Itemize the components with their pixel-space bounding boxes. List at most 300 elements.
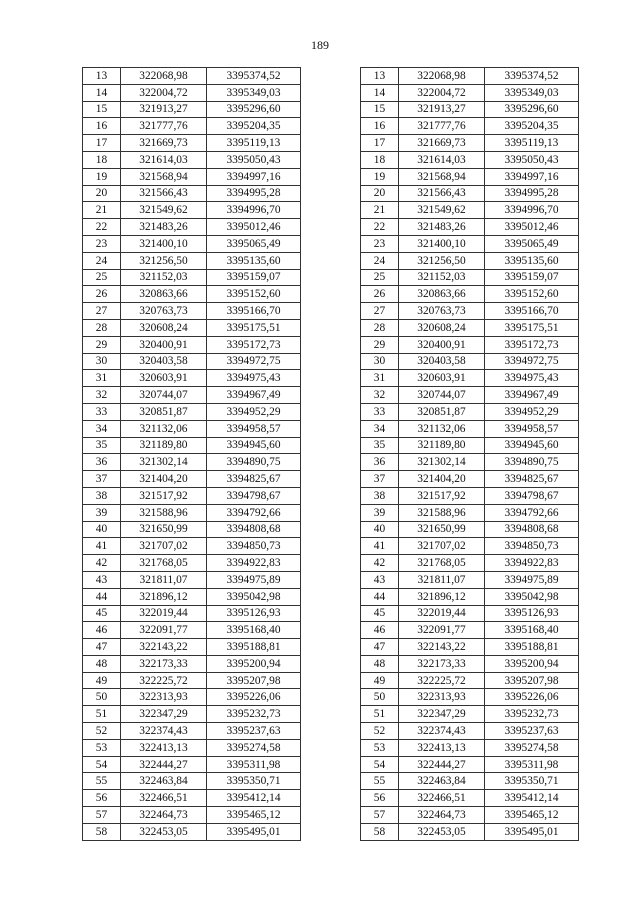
table-row bbox=[83, 471, 301, 488]
table-row bbox=[83, 286, 301, 303]
table-row bbox=[361, 471, 579, 488]
table-row bbox=[361, 185, 579, 202]
y-coordinate-cell: 3395207,98 bbox=[485, 672, 579, 689]
y-coordinate-cell: 3395237,63 bbox=[485, 723, 579, 740]
table-row bbox=[83, 151, 301, 168]
point-number-cell: 42 bbox=[361, 555, 399, 572]
point-number-cell: 22 bbox=[83, 219, 121, 236]
x-coordinate-cell: 320400,91 bbox=[399, 336, 485, 353]
x-coordinate-cell: 322466,51 bbox=[121, 790, 207, 807]
table-row bbox=[361, 118, 579, 135]
table-row bbox=[83, 622, 301, 639]
table-row bbox=[83, 68, 301, 85]
x-coordinate-cell: 320403,58 bbox=[399, 353, 485, 370]
x-coordinate-cell: 322143,22 bbox=[399, 639, 485, 656]
x-coordinate-cell: 322453,05 bbox=[121, 823, 207, 840]
y-coordinate-cell: 3394808,68 bbox=[207, 521, 301, 538]
x-coordinate-cell: 322453,05 bbox=[399, 823, 485, 840]
point-number-cell: 55 bbox=[83, 773, 121, 790]
point-number-cell: 20 bbox=[361, 185, 399, 202]
point-number-cell: 52 bbox=[83, 723, 121, 740]
y-coordinate-cell: 3395152,60 bbox=[485, 286, 579, 303]
y-coordinate-cell: 3394945,60 bbox=[207, 437, 301, 454]
y-coordinate-cell: 3395159,07 bbox=[207, 269, 301, 286]
y-coordinate-cell: 3395135,60 bbox=[207, 252, 301, 269]
point-number-cell: 14 bbox=[83, 84, 121, 101]
x-coordinate-cell: 322173,33 bbox=[121, 655, 207, 672]
x-coordinate-cell: 322313,93 bbox=[399, 689, 485, 706]
point-number-cell: 21 bbox=[361, 202, 399, 219]
table-row bbox=[361, 655, 579, 672]
table-row bbox=[83, 185, 301, 202]
y-coordinate-cell: 3395166,70 bbox=[207, 303, 301, 320]
x-coordinate-cell: 321483,26 bbox=[399, 219, 485, 236]
y-coordinate-cell: 3394967,49 bbox=[485, 387, 579, 404]
y-coordinate-cell: 3395237,63 bbox=[207, 723, 301, 740]
point-number-cell: 19 bbox=[83, 168, 121, 185]
y-coordinate-cell: 3395159,07 bbox=[485, 269, 579, 286]
y-coordinate-cell: 3395226,06 bbox=[207, 689, 301, 706]
point-number-cell: 47 bbox=[83, 639, 121, 656]
y-coordinate-cell: 3394922,83 bbox=[207, 555, 301, 572]
x-coordinate-cell: 322463,84 bbox=[121, 773, 207, 790]
x-coordinate-cell: 321132,06 bbox=[399, 420, 485, 437]
x-coordinate-cell: 321517,92 bbox=[121, 487, 207, 504]
table-row bbox=[361, 605, 579, 622]
table-row bbox=[83, 790, 301, 807]
y-coordinate-cell: 3395172,73 bbox=[485, 336, 579, 353]
point-number-cell: 36 bbox=[361, 454, 399, 471]
y-coordinate-cell: 3395119,13 bbox=[207, 135, 301, 152]
table-row bbox=[361, 807, 579, 824]
table-row bbox=[361, 336, 579, 353]
x-coordinate-cell: 321588,96 bbox=[121, 504, 207, 521]
x-coordinate-cell: 322347,29 bbox=[121, 706, 207, 723]
table-row bbox=[361, 756, 579, 773]
table-row bbox=[83, 571, 301, 588]
y-coordinate-cell: 3394975,43 bbox=[485, 370, 579, 387]
x-coordinate-cell: 321777,76 bbox=[121, 118, 207, 135]
point-number-cell: 39 bbox=[361, 504, 399, 521]
point-number-cell: 36 bbox=[83, 454, 121, 471]
table-row bbox=[83, 739, 301, 756]
point-number-cell: 18 bbox=[83, 151, 121, 168]
y-coordinate-cell: 3395465,12 bbox=[207, 807, 301, 824]
table-row bbox=[83, 336, 301, 353]
y-coordinate-cell: 3395495,01 bbox=[485, 823, 579, 840]
point-number-cell: 41 bbox=[83, 538, 121, 555]
table-row bbox=[83, 387, 301, 404]
table-row bbox=[83, 588, 301, 605]
table-row bbox=[361, 370, 579, 387]
point-number-cell: 38 bbox=[361, 487, 399, 504]
point-number-cell: 43 bbox=[83, 571, 121, 588]
table-row bbox=[361, 773, 579, 790]
point-number-cell: 39 bbox=[83, 504, 121, 521]
y-coordinate-cell: 3395172,73 bbox=[207, 336, 301, 353]
table-row bbox=[83, 437, 301, 454]
point-number-cell: 57 bbox=[361, 807, 399, 824]
x-coordinate-cell: 320603,91 bbox=[121, 370, 207, 387]
x-coordinate-cell: 321777,76 bbox=[399, 118, 485, 135]
y-coordinate-cell: 3394967,49 bbox=[207, 387, 301, 404]
y-coordinate-cell: 3394952,29 bbox=[485, 403, 579, 420]
point-number-cell: 32 bbox=[83, 387, 121, 404]
x-coordinate-cell: 322313,93 bbox=[121, 689, 207, 706]
y-coordinate-cell: 3395232,73 bbox=[207, 706, 301, 723]
x-coordinate-cell: 321896,12 bbox=[121, 588, 207, 605]
y-coordinate-cell: 3394958,57 bbox=[207, 420, 301, 437]
table-row bbox=[361, 437, 579, 454]
y-coordinate-cell: 3394890,75 bbox=[207, 454, 301, 471]
x-coordinate-cell: 321614,03 bbox=[121, 151, 207, 168]
point-number-cell: 38 bbox=[83, 487, 121, 504]
table-row bbox=[83, 756, 301, 773]
point-number-cell: 13 bbox=[361, 68, 399, 85]
y-coordinate-cell: 3395126,93 bbox=[485, 605, 579, 622]
point-number-cell: 56 bbox=[361, 790, 399, 807]
y-coordinate-cell: 3394850,73 bbox=[207, 538, 301, 555]
point-number-cell: 31 bbox=[361, 370, 399, 387]
x-coordinate-cell: 322444,27 bbox=[399, 756, 485, 773]
x-coordinate-cell: 321549,62 bbox=[121, 202, 207, 219]
x-coordinate-cell: 320863,66 bbox=[121, 286, 207, 303]
table-row bbox=[361, 84, 579, 101]
point-number-cell: 14 bbox=[361, 84, 399, 101]
x-coordinate-cell: 322143,22 bbox=[121, 639, 207, 656]
point-number-cell: 40 bbox=[361, 521, 399, 538]
point-number-cell: 53 bbox=[83, 739, 121, 756]
x-coordinate-cell: 322173,33 bbox=[399, 655, 485, 672]
y-coordinate-cell: 3395188,81 bbox=[207, 639, 301, 656]
point-number-cell: 44 bbox=[83, 588, 121, 605]
y-coordinate-cell: 3394996,70 bbox=[207, 202, 301, 219]
y-coordinate-cell: 3395204,35 bbox=[207, 118, 301, 135]
y-coordinate-cell: 3394890,75 bbox=[485, 454, 579, 471]
point-number-cell: 47 bbox=[361, 639, 399, 656]
point-number-cell: 26 bbox=[83, 286, 121, 303]
x-coordinate-cell: 321768,05 bbox=[121, 555, 207, 572]
point-number-cell: 17 bbox=[361, 135, 399, 152]
point-number-cell: 21 bbox=[83, 202, 121, 219]
y-coordinate-cell: 3395349,03 bbox=[207, 84, 301, 101]
x-coordinate-cell: 321189,80 bbox=[121, 437, 207, 454]
table-row bbox=[361, 286, 579, 303]
y-coordinate-cell: 3394972,75 bbox=[207, 353, 301, 370]
y-coordinate-cell: 3395200,94 bbox=[485, 655, 579, 672]
point-number-cell: 27 bbox=[361, 303, 399, 320]
y-coordinate-cell: 3394792,66 bbox=[485, 504, 579, 521]
y-coordinate-cell: 3395207,98 bbox=[207, 672, 301, 689]
x-coordinate-cell: 322413,13 bbox=[399, 739, 485, 756]
table-row bbox=[361, 68, 579, 85]
table-row bbox=[83, 303, 301, 320]
point-number-cell: 28 bbox=[361, 319, 399, 336]
point-number-cell: 34 bbox=[83, 420, 121, 437]
x-coordinate-cell: 321588,96 bbox=[399, 504, 485, 521]
x-coordinate-cell: 322464,73 bbox=[399, 807, 485, 824]
point-number-cell: 50 bbox=[361, 689, 399, 706]
x-coordinate-cell: 322225,72 bbox=[399, 672, 485, 689]
x-coordinate-cell: 322464,73 bbox=[121, 807, 207, 824]
table-row bbox=[361, 403, 579, 420]
point-number-cell: 41 bbox=[361, 538, 399, 555]
table-row bbox=[361, 303, 579, 320]
y-coordinate-cell: 3395412,14 bbox=[207, 790, 301, 807]
coordinates-table-right bbox=[360, 67, 579, 841]
y-coordinate-cell: 3394975,89 bbox=[485, 571, 579, 588]
table-row bbox=[361, 235, 579, 252]
point-number-cell: 35 bbox=[361, 437, 399, 454]
point-number-cell: 18 bbox=[361, 151, 399, 168]
table-row bbox=[361, 269, 579, 286]
x-coordinate-cell: 322347,29 bbox=[399, 706, 485, 723]
point-number-cell: 49 bbox=[83, 672, 121, 689]
point-number-cell: 23 bbox=[83, 235, 121, 252]
y-coordinate-cell: 3394995,28 bbox=[207, 185, 301, 202]
y-coordinate-cell: 3395126,93 bbox=[207, 605, 301, 622]
x-coordinate-cell: 322374,43 bbox=[121, 723, 207, 740]
table-row bbox=[361, 588, 579, 605]
table-row bbox=[361, 353, 579, 370]
y-coordinate-cell: 3395495,01 bbox=[207, 823, 301, 840]
y-coordinate-cell: 3395042,98 bbox=[485, 588, 579, 605]
y-coordinate-cell: 3395204,35 bbox=[485, 118, 579, 135]
point-number-cell: 29 bbox=[361, 336, 399, 353]
coordinates-table-left bbox=[82, 67, 301, 841]
table-row bbox=[83, 403, 301, 420]
table-row bbox=[83, 723, 301, 740]
coordinates-table-body bbox=[361, 68, 579, 841]
table-row bbox=[361, 521, 579, 538]
y-coordinate-cell: 3394792,66 bbox=[207, 504, 301, 521]
point-number-cell: 48 bbox=[361, 655, 399, 672]
point-number-cell: 23 bbox=[361, 235, 399, 252]
x-coordinate-cell: 322091,77 bbox=[121, 622, 207, 639]
point-number-cell: 58 bbox=[361, 823, 399, 840]
table-row bbox=[361, 319, 579, 336]
table-row bbox=[83, 420, 301, 437]
point-number-cell: 45 bbox=[83, 605, 121, 622]
x-coordinate-cell: 320763,73 bbox=[121, 303, 207, 320]
y-coordinate-cell: 3395012,46 bbox=[485, 219, 579, 236]
point-number-cell: 24 bbox=[83, 252, 121, 269]
y-coordinate-cell: 3395166,70 bbox=[485, 303, 579, 320]
table-row bbox=[361, 622, 579, 639]
table-row bbox=[83, 689, 301, 706]
y-coordinate-cell: 3395168,40 bbox=[207, 622, 301, 639]
table-row bbox=[83, 639, 301, 656]
table-row bbox=[83, 235, 301, 252]
table-row bbox=[83, 202, 301, 219]
x-coordinate-cell: 321614,03 bbox=[399, 151, 485, 168]
x-coordinate-cell: 320744,07 bbox=[399, 387, 485, 404]
point-number-cell: 27 bbox=[83, 303, 121, 320]
y-coordinate-cell: 3395065,49 bbox=[485, 235, 579, 252]
point-number-cell: 28 bbox=[83, 319, 121, 336]
table-row bbox=[83, 555, 301, 572]
point-number-cell: 46 bbox=[83, 622, 121, 639]
table-row bbox=[361, 168, 579, 185]
x-coordinate-cell: 321400,10 bbox=[121, 235, 207, 252]
y-coordinate-cell: 3394975,89 bbox=[207, 571, 301, 588]
table-row bbox=[83, 454, 301, 471]
table-row bbox=[361, 151, 579, 168]
table-row bbox=[83, 84, 301, 101]
y-coordinate-cell: 3395412,14 bbox=[485, 790, 579, 807]
point-number-cell: 32 bbox=[361, 387, 399, 404]
table-row bbox=[361, 420, 579, 437]
point-number-cell: 44 bbox=[361, 588, 399, 605]
y-coordinate-cell: 3394997,16 bbox=[485, 168, 579, 185]
y-coordinate-cell: 3395119,13 bbox=[485, 135, 579, 152]
x-coordinate-cell: 321302,14 bbox=[121, 454, 207, 471]
x-coordinate-cell: 322374,43 bbox=[399, 723, 485, 740]
y-coordinate-cell: 3395465,12 bbox=[485, 807, 579, 824]
point-number-cell: 54 bbox=[83, 756, 121, 773]
point-number-cell: 26 bbox=[361, 286, 399, 303]
x-coordinate-cell: 322463,84 bbox=[399, 773, 485, 790]
x-coordinate-cell: 321707,02 bbox=[121, 538, 207, 555]
table-row bbox=[83, 538, 301, 555]
table-row bbox=[83, 706, 301, 723]
point-number-cell: 46 bbox=[361, 622, 399, 639]
table-row bbox=[361, 723, 579, 740]
point-number-cell: 33 bbox=[83, 403, 121, 420]
x-coordinate-cell: 321400,10 bbox=[399, 235, 485, 252]
table-row bbox=[83, 605, 301, 622]
x-coordinate-cell: 321517,92 bbox=[399, 487, 485, 504]
point-number-cell: 20 bbox=[83, 185, 121, 202]
x-coordinate-cell: 321669,73 bbox=[399, 135, 485, 152]
x-coordinate-cell: 321404,20 bbox=[399, 471, 485, 488]
x-coordinate-cell: 320851,87 bbox=[399, 403, 485, 420]
x-coordinate-cell: 321568,94 bbox=[399, 168, 485, 185]
y-coordinate-cell: 3395311,98 bbox=[207, 756, 301, 773]
point-number-cell: 24 bbox=[361, 252, 399, 269]
point-number-cell: 45 bbox=[361, 605, 399, 622]
x-coordinate-cell: 321650,99 bbox=[121, 521, 207, 538]
y-coordinate-cell: 3395042,98 bbox=[207, 588, 301, 605]
y-coordinate-cell: 3395050,43 bbox=[207, 151, 301, 168]
table-row bbox=[83, 252, 301, 269]
table-row bbox=[361, 219, 579, 236]
table-row bbox=[361, 823, 579, 840]
y-coordinate-cell: 3394945,60 bbox=[485, 437, 579, 454]
table-row bbox=[361, 454, 579, 471]
point-number-cell: 48 bbox=[83, 655, 121, 672]
point-number-cell: 19 bbox=[361, 168, 399, 185]
x-coordinate-cell: 322068,98 bbox=[399, 68, 485, 85]
point-number-cell: 58 bbox=[83, 823, 121, 840]
x-coordinate-cell: 321256,50 bbox=[399, 252, 485, 269]
y-coordinate-cell: 3395168,40 bbox=[485, 622, 579, 639]
table-row bbox=[83, 487, 301, 504]
x-coordinate-cell: 320403,58 bbox=[121, 353, 207, 370]
point-number-cell: 52 bbox=[361, 723, 399, 740]
point-number-cell: 50 bbox=[83, 689, 121, 706]
table-row bbox=[361, 538, 579, 555]
y-coordinate-cell: 3394975,43 bbox=[207, 370, 301, 387]
x-coordinate-cell: 321568,94 bbox=[121, 168, 207, 185]
point-number-cell: 16 bbox=[361, 118, 399, 135]
table-row bbox=[83, 504, 301, 521]
table-row bbox=[361, 387, 579, 404]
point-number-cell: 34 bbox=[361, 420, 399, 437]
y-coordinate-cell: 3394972,75 bbox=[485, 353, 579, 370]
y-coordinate-cell: 3394958,57 bbox=[485, 420, 579, 437]
y-coordinate-cell: 3395350,71 bbox=[207, 773, 301, 790]
table-row bbox=[361, 706, 579, 723]
y-coordinate-cell: 3395152,60 bbox=[207, 286, 301, 303]
table-row bbox=[83, 319, 301, 336]
table-row bbox=[361, 252, 579, 269]
y-coordinate-cell: 3395135,60 bbox=[485, 252, 579, 269]
y-coordinate-cell: 3395175,51 bbox=[485, 319, 579, 336]
x-coordinate-cell: 322091,77 bbox=[399, 622, 485, 639]
table-row bbox=[83, 807, 301, 824]
point-number-cell: 17 bbox=[83, 135, 121, 152]
x-coordinate-cell: 321913,27 bbox=[121, 101, 207, 118]
table-row bbox=[361, 504, 579, 521]
point-number-cell: 30 bbox=[361, 353, 399, 370]
y-coordinate-cell: 3394798,67 bbox=[485, 487, 579, 504]
x-coordinate-cell: 320608,24 bbox=[121, 319, 207, 336]
point-number-cell: 33 bbox=[361, 403, 399, 420]
y-coordinate-cell: 3395012,46 bbox=[207, 219, 301, 236]
y-coordinate-cell: 3394850,73 bbox=[485, 538, 579, 555]
x-coordinate-cell: 320863,66 bbox=[399, 286, 485, 303]
table-row bbox=[83, 773, 301, 790]
x-coordinate-cell: 321189,80 bbox=[399, 437, 485, 454]
table-row bbox=[83, 269, 301, 286]
y-coordinate-cell: 3395274,58 bbox=[207, 739, 301, 756]
y-coordinate-cell: 3395175,51 bbox=[207, 319, 301, 336]
x-coordinate-cell: 320603,91 bbox=[399, 370, 485, 387]
y-coordinate-cell: 3395374,52 bbox=[207, 68, 301, 85]
y-coordinate-cell: 3395350,71 bbox=[485, 773, 579, 790]
point-number-cell: 53 bbox=[361, 739, 399, 756]
table-row bbox=[361, 639, 579, 656]
point-number-cell: 54 bbox=[361, 756, 399, 773]
point-number-cell: 15 bbox=[361, 101, 399, 118]
table-row bbox=[83, 672, 301, 689]
table-row bbox=[83, 168, 301, 185]
y-coordinate-cell: 3395065,49 bbox=[207, 235, 301, 252]
y-coordinate-cell: 3395349,03 bbox=[485, 84, 579, 101]
x-coordinate-cell: 321152,03 bbox=[399, 269, 485, 286]
point-number-cell: 51 bbox=[361, 706, 399, 723]
y-coordinate-cell: 3395226,06 bbox=[485, 689, 579, 706]
coordinates-table-body bbox=[83, 68, 301, 841]
x-coordinate-cell: 321404,20 bbox=[121, 471, 207, 488]
table-row bbox=[361, 202, 579, 219]
x-coordinate-cell: 321302,14 bbox=[399, 454, 485, 471]
table-row bbox=[83, 135, 301, 152]
point-number-cell: 15 bbox=[83, 101, 121, 118]
x-coordinate-cell: 322413,13 bbox=[121, 739, 207, 756]
page-number: 189 bbox=[311, 38, 329, 52]
y-coordinate-cell: 3395200,94 bbox=[207, 655, 301, 672]
point-number-cell: 55 bbox=[361, 773, 399, 790]
table-row bbox=[361, 790, 579, 807]
point-number-cell: 51 bbox=[83, 706, 121, 723]
x-coordinate-cell: 321566,43 bbox=[121, 185, 207, 202]
point-number-cell: 22 bbox=[361, 219, 399, 236]
x-coordinate-cell: 320851,87 bbox=[121, 403, 207, 420]
x-coordinate-cell: 322225,72 bbox=[121, 672, 207, 689]
table-row bbox=[83, 823, 301, 840]
